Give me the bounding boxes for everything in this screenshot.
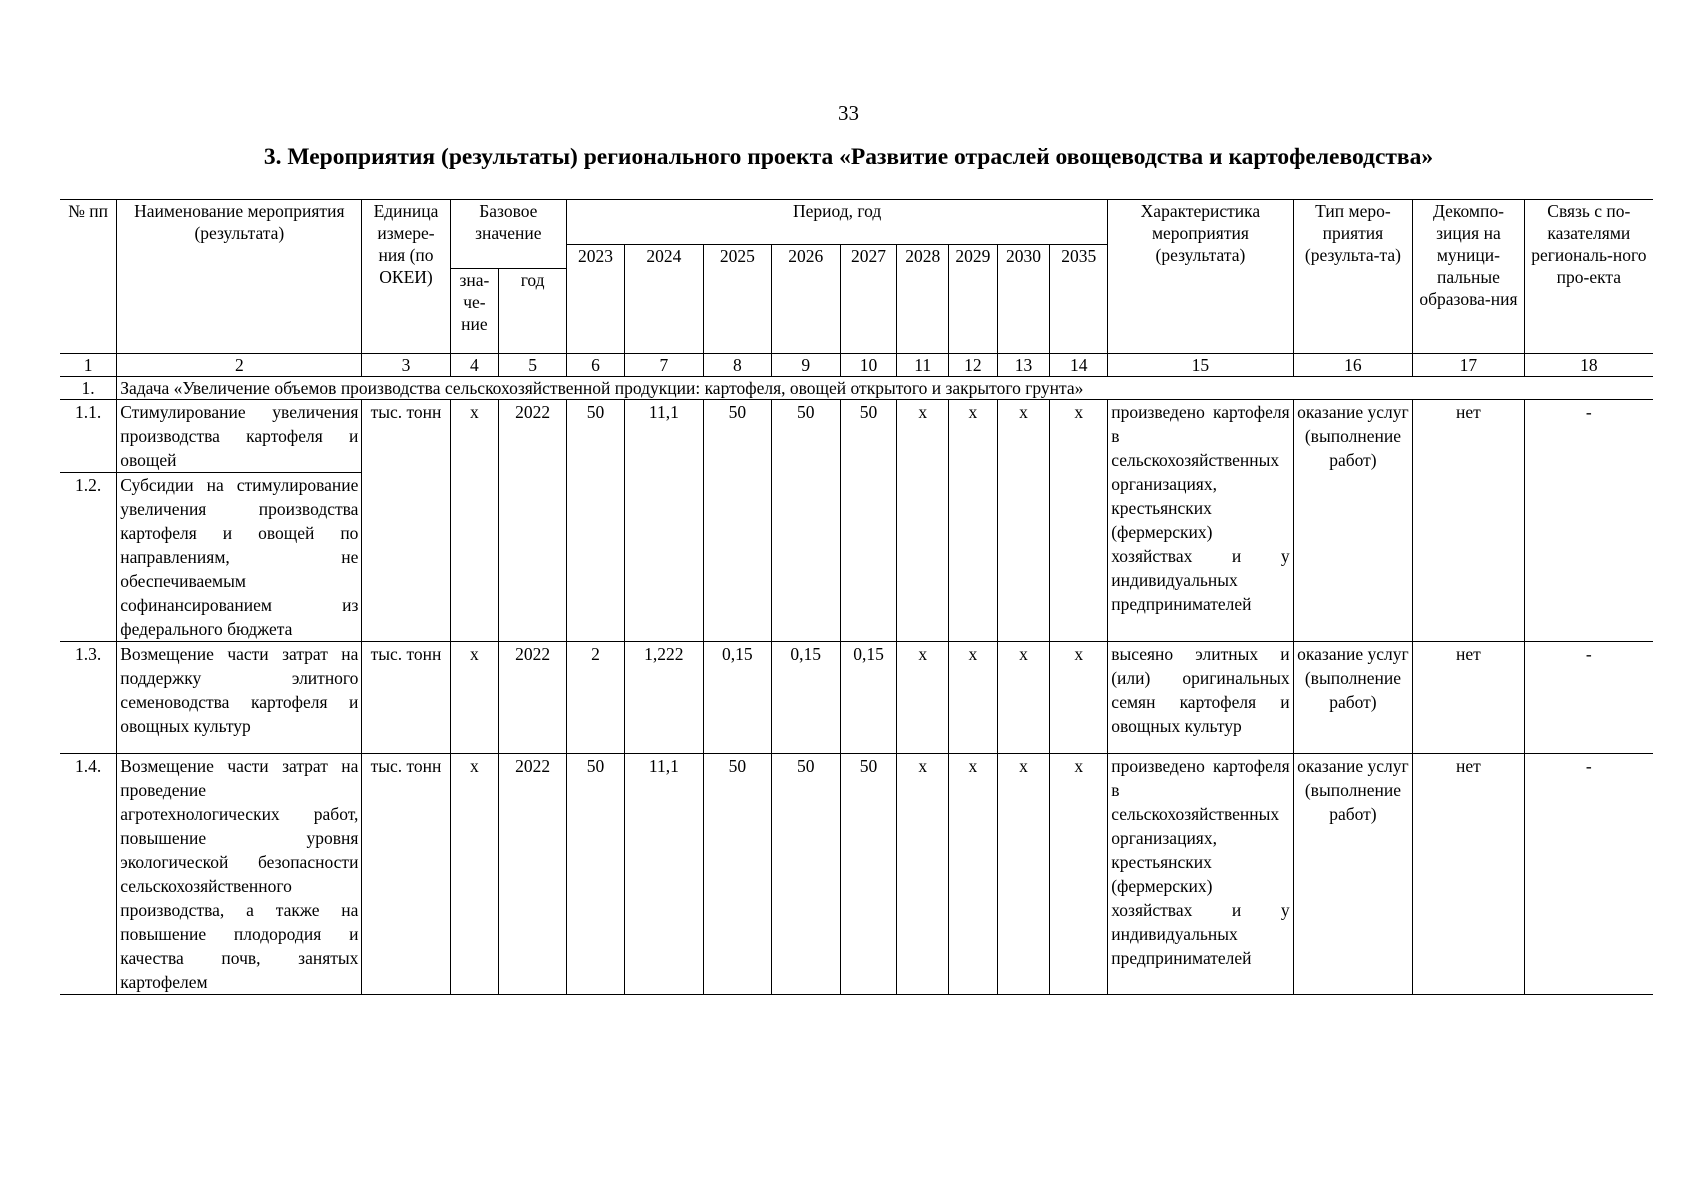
row-value-2027: 0,15 [840,642,897,754]
row-name: Субсидии на стимулирование увеличения производства картофеля и овощей по направлениям, не обеспечиваемым софинансированием из федерального бюджета [117,473,362,642]
row-value-2025: 50 [703,754,771,995]
row-decomposition: нет [1413,400,1524,642]
column-number: 2 [117,354,362,377]
row-value-2024: 11,1 [624,754,703,995]
header-base: Базовое значение [450,200,567,245]
column-number: 8 [703,354,771,377]
row-value-2023: 50 [567,754,625,995]
header-characteristic: Характеристика мероприятия (результата) [1108,200,1293,354]
measures-table [60,199,1653,995]
header-year-2035: 2035 [1050,244,1108,354]
column-number: 15 [1108,354,1293,377]
row-characteristic: высеяно элитных и (или) оригинальных семян картофеля и овощных культур [1108,642,1293,754]
column-number: 4 [450,354,499,377]
column-number: 6 [567,354,625,377]
page-number: 33 [838,101,859,125]
row-value-2027: 50 [840,754,897,995]
header-num: № пп [60,200,117,354]
row-unit: тыс. тонн [362,754,450,995]
row-value-2026: 50 [771,400,840,642]
row-type: оказание услуг (выполнение работ) [1293,400,1413,642]
row-value-2023: 50 [567,400,625,642]
row-num: 1.3. [60,642,117,754]
row-value-2024: 1,222 [624,642,703,754]
column-number: 12 [949,354,998,377]
column-number: 3 [362,354,450,377]
row-base-value: х [450,642,499,754]
row-decomposition: нет [1413,642,1524,754]
row-value-2026: 50 [771,754,840,995]
row-value-2035: х [1050,754,1108,995]
column-number: 14 [1050,354,1108,377]
header-year-2024: 2024 [624,244,703,354]
row-value-2028: х [897,642,949,754]
row-value-2035: х [1050,642,1108,754]
row-link: - [1524,642,1653,754]
task-title: Задача «Увеличение объемов производства сельскохозяйственной продукции: картофеля, овощей открытого и закрытого грунта» [117,377,1653,400]
column-number: 17 [1413,354,1524,377]
column-number: 16 [1293,354,1413,377]
row-characteristic: произведено картофеля в сельскохозяйственных организациях, крестьянских (фермерских) хозяйствах и у индивидуальных предпринимателей [1108,754,1293,995]
header-type: Тип меро-приятия (результа-та) [1293,200,1413,354]
row-value-2029: х [949,754,998,995]
header-period: Период, год [567,200,1108,245]
row-num: 1.2. [60,473,117,642]
row-value-2028: х [897,754,949,995]
column-number: 1 [60,354,117,377]
row-value-2028: х [897,400,949,642]
column-number: 10 [840,354,897,377]
row-name: Возмещение части затрат на поддержку элитного семеноводства картофеля и овощных культур [117,642,362,754]
row-value-2029: х [949,642,998,754]
row-value-2030: х [997,642,1050,754]
row-decomposition: нет [1413,754,1524,995]
header-unit: Единица измере-ния (по ОКЕИ) [362,200,450,354]
header-year-2028: 2028 [897,244,949,354]
row-value-2030: х [997,400,1050,642]
row-type: оказание услуг (выполнение работ) [1293,642,1413,754]
header-name: Наименование мероприятия (результата) [117,200,362,354]
row-value-2030: х [997,754,1050,995]
header-base-spacer [450,244,567,269]
row-value-2023: 2 [567,642,625,754]
row-num: 1.1. [60,400,117,473]
row-link: - [1524,400,1653,642]
page-title: 3. Мероприятия (результаты) регионального проекта «Развитие отраслей овощеводства и картофелеводства» [263,144,1434,170]
column-number: 18 [1524,354,1653,377]
row-value-2025: 50 [703,400,771,642]
row-value-2025: 0,15 [703,642,771,754]
header-year-2029: 2029 [949,244,998,354]
row-name: Возмещение части затрат на проведение агротехнологических работ, повышение уровня экологической безопасности сельскохозяйственного производства, а также на повышение плодородия и качества почв, занятых картофелем [117,754,362,995]
row-base-value: х [450,400,499,642]
column-number: 7 [624,354,703,377]
row-base-year: 2022 [499,754,567,995]
row-base-year: 2022 [499,400,567,642]
header-year-2030: 2030 [997,244,1050,354]
header-base-value: зна-че-ние [450,269,499,354]
row-link: - [1524,754,1653,995]
row-type: оказание услуг (выполнение работ) [1293,754,1413,995]
row-value-2026: 0,15 [771,642,840,754]
column-number: 9 [771,354,840,377]
row-name: Стимулирование увеличения производства картофеля и овощей [117,400,362,473]
header-decomposition: Декомпо-зиция на муници-пальные образова-ния [1413,200,1524,354]
row-value-2035: х [1050,400,1108,642]
row-num: 1.4. [60,754,117,995]
header-base-year: год [499,269,567,354]
task-num: 1. [60,377,117,400]
header-year-2025: 2025 [703,244,771,354]
row-unit: тыс. тонн [362,642,450,754]
header-year-2027: 2027 [840,244,897,354]
column-number: 5 [499,354,567,377]
row-characteristic: произведено картофеля в сельскохозяйственных организациях, крестьянских (фермерских) хозяйствах и у индивидуальных предпринимателей [1108,400,1293,642]
header-year-2026: 2026 [771,244,840,354]
row-value-2027: 50 [840,400,897,642]
row-value-2024: 11,1 [624,400,703,642]
column-number: 13 [997,354,1050,377]
header-link: Связь с по-казателями региональ-ного про-екта [1524,200,1653,354]
row-unit: тыс. тонн [362,400,450,642]
column-number: 11 [897,354,949,377]
row-base-value: х [450,754,499,995]
row-value-2029: х [949,400,998,642]
header-year-2023: 2023 [567,244,625,354]
row-base-year: 2022 [499,642,567,754]
